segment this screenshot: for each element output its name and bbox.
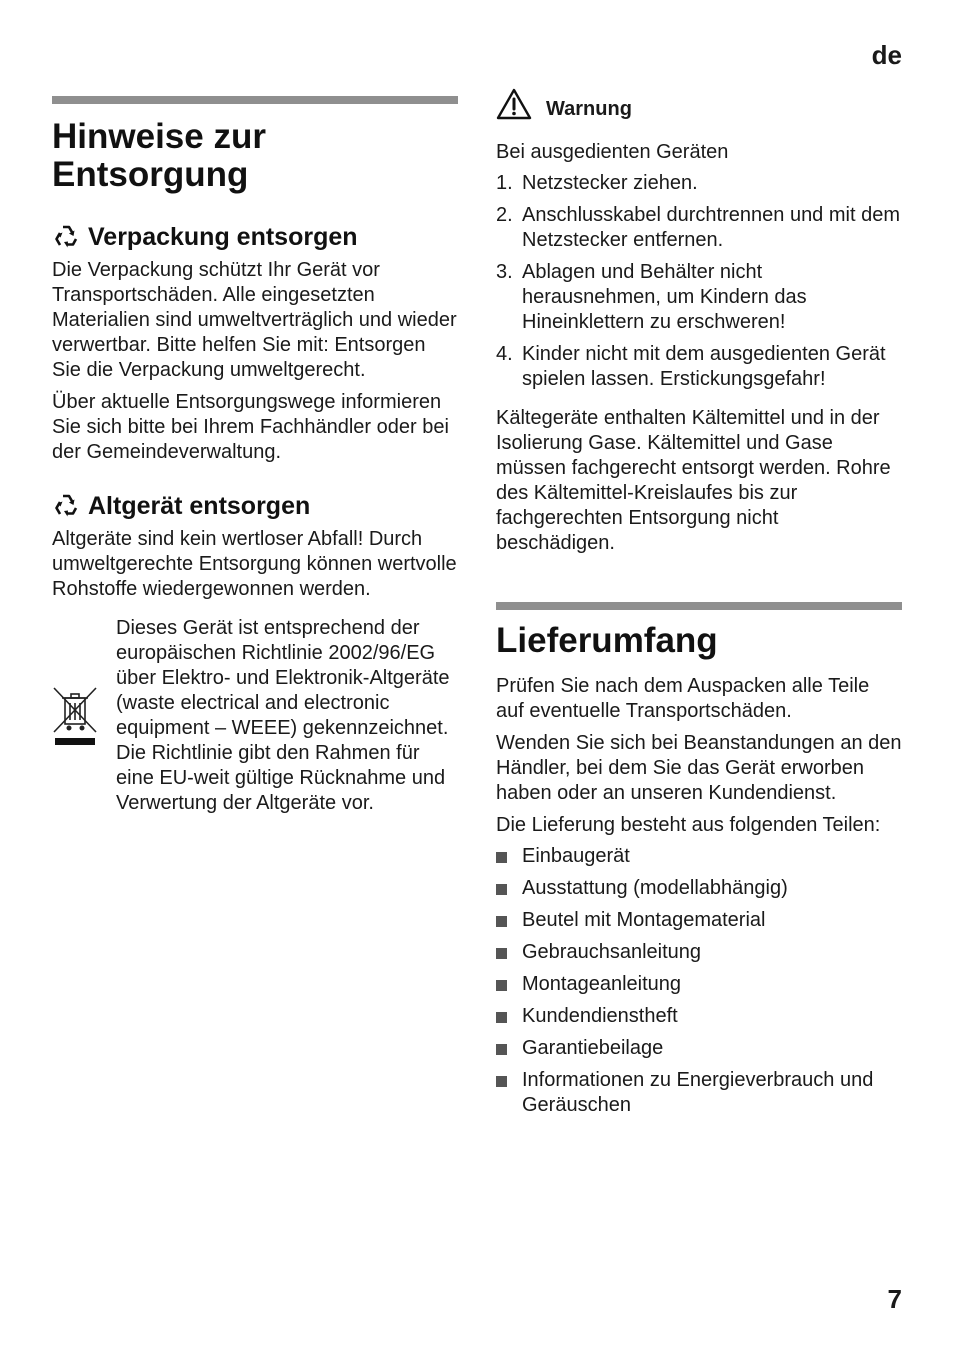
list-item: Gebrauchsanleitung [496,940,902,965]
warning-note: Kältegeräte enthalten Kältemittel und in der Isolierung Gase. Kältemittel und Gase müssen fachgerecht entsorgt werden. Rohre des Kältemittel-Kreislaufes bis zur fachgerechten Entsorgung nicht beschädigen. [496,407,891,554]
section-title-disposal: Hinweise zur Entsorgung [52,117,266,194]
bullet-icon [496,972,522,997]
recycle-icon [52,223,80,251]
delivery-items [496,844,902,1118]
crossed-out-bin-icon [52,616,98,816]
heading-old-device-label: Altgerät entsorgen [88,492,311,520]
left-column [52,0,458,816]
weee-notice [52,616,458,816]
warning-intro: Bei ausgedienten Geräten [496,141,729,163]
bullet-icon [496,1068,522,1118]
warning-label: Warnung [546,98,632,120]
old-device-paragraph: Altgeräte sind kein wertloser Abfall! Durch umweltgerechte Entsorgung können wertvolle Rohstoffe wiedergewonnen werden. [52,528,457,600]
weee-paragraph: Dieses Gerät ist entsprechend der europäischen Richtlinie 2002/96/EG über Elektro- und Elektronik-Altgeräte (waste electrical and electronic equipment – WEEE) gekennzeichnet. Die Richtlinie gibt den Rahmen für eine EU-weit gültige Rücknahme und Verwertung der Altgeräte vor. [116,617,450,814]
warning-steps [496,171,902,392]
bullet-icon [496,1036,522,1061]
list-item: 3. Ablagen und Behälter nicht herausnehmen, um Kindern das Hineinklettern zu erschweren! [496,261,807,333]
language-label: de [871,40,902,70]
section-rule [496,602,902,610]
heading-packaging-label: Verpackung entsorgen [88,223,358,251]
warning-triangle-icon [496,88,532,120]
list-item: Montageanleitung [496,972,902,997]
warning-header [496,88,902,120]
bullet-icon [496,1004,522,1029]
list-item: 2. Anschlusskabel durchtrennen und mit dem Netzstecker entfernen. [496,204,900,251]
right-column [496,0,902,1118]
list-item: 1. Netzstecker ziehen. [496,172,698,194]
heading-packaging [52,222,458,252]
packaging-paragraph-2: Über aktuelle Entsorgungswege informieren Sie sich bitte bei Ihrem Fachhändler oder bei der Gemeindeverwaltung. [52,391,449,463]
list-item: Informationen zu Energieverbrauch und Geräuschen [496,1068,902,1118]
section-title-delivery: Lieferumfang [496,621,718,660]
list-item: Einbaugerät [496,844,902,869]
heading-old-device [52,491,458,521]
list-item: 4. Kinder nicht mit dem ausgedienten Gerät spielen lassen. Erstickungsgefahr! [496,343,886,390]
bullet-icon [496,876,522,901]
list-item: Beutel mit Montagematerial [496,908,902,933]
bullet-icon [496,844,522,869]
list-item: Ausstattung (modellabhängig) [496,876,902,901]
bullet-icon [496,908,522,933]
section-rule [52,96,458,104]
delivery-paragraph-1: Prüfen Sie nach dem Auspacken alle Teile auf eventuelle Transportschäden. [496,675,870,722]
page-number: 7 [887,1284,902,1314]
packaging-paragraph-1: Die Verpackung schützt Ihr Gerät vor Transportschäden. Alle eingesetzten Materialien sind umweltverträglich und wieder verwertbar. Bitte helfen Sie mit: Entsorgen Sie die Verpackung umweltgerecht. [52,259,457,381]
bullet-icon [496,940,522,965]
list-item: Kundendienstheft [496,1004,902,1029]
delivery-paragraph-3: Die Lieferung besteht aus folgenden Teilen: [496,814,881,836]
delivery-paragraph-2: Wenden Sie sich bei Beanstandungen an den Händler, bei dem Sie das Gerät erworben haben oder an unseren Kundendienst. [496,732,902,804]
list-item: Garantiebeilage [496,1036,902,1061]
recycle-icon [52,492,80,520]
